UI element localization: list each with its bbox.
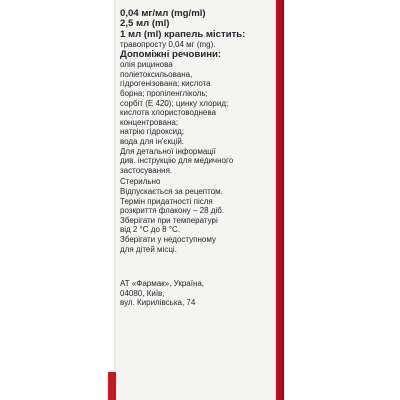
manufacturer-line: вул. Кирилівська, 74 — [120, 298, 196, 308]
excipients-heading: Допоміжні речовини: — [120, 48, 222, 60]
volume: 2,5 мл (ml) — [120, 18, 170, 30]
concentration: 0,04 мг/мл (mg/ml) — [120, 8, 206, 19]
excipient-line: олія рицинова — [120, 60, 173, 70]
manufacturer-line: 04080, Київ, — [120, 288, 165, 298]
storage-line: розкриття флакону – 28 діб. — [120, 206, 225, 216]
excipient-line: кислота хлористоводнева — [120, 108, 216, 118]
storage-line: Зберігати при температурі — [120, 215, 218, 225]
excipient-line: борна; пропіленгліколь; — [120, 89, 208, 98]
excipient-line: вода для ін'єкцій. — [120, 136, 185, 146]
storage-line: від 2 °С до 8 °С. — [120, 225, 180, 235]
info-line: див. інструкцію для медичного — [120, 156, 234, 166]
excipient-line: гідрогенізована; кислота — [120, 79, 211, 89]
manufacturer-line: АТ «Фармак», Україна, — [120, 279, 205, 289]
excipient-line: концентрована; — [120, 117, 179, 127]
sterile-note: Стерильно — [120, 177, 161, 187]
red-corner-tab — [108, 372, 116, 400]
storage-line: Зберігати у недоступному — [120, 234, 216, 244]
info-line: Для детальної інформації — [120, 146, 216, 156]
spacer — [120, 254, 276, 279]
composition-heading: 1 мл (ml) крапель містить: — [120, 28, 246, 40]
excipient-line: поліетоксильована, — [120, 69, 193, 79]
box-label-text — [120, 9, 276, 308]
prescription-note: Відпускається за рецептом. — [120, 186, 223, 196]
excipient-line: сорбіт (Е 420); цинку хлорид; — [120, 98, 229, 108]
info-line: застосування. — [120, 165, 173, 175]
red-brand-stripe — [276, 0, 284, 400]
active-ingredient: травопросту 0,04 мг (mg). — [120, 40, 216, 50]
excipient-line: натрію гідроксид; — [120, 127, 185, 137]
storage-line: для дітей місці. — [120, 244, 177, 254]
storage-line: Термін придатності після — [120, 196, 213, 206]
